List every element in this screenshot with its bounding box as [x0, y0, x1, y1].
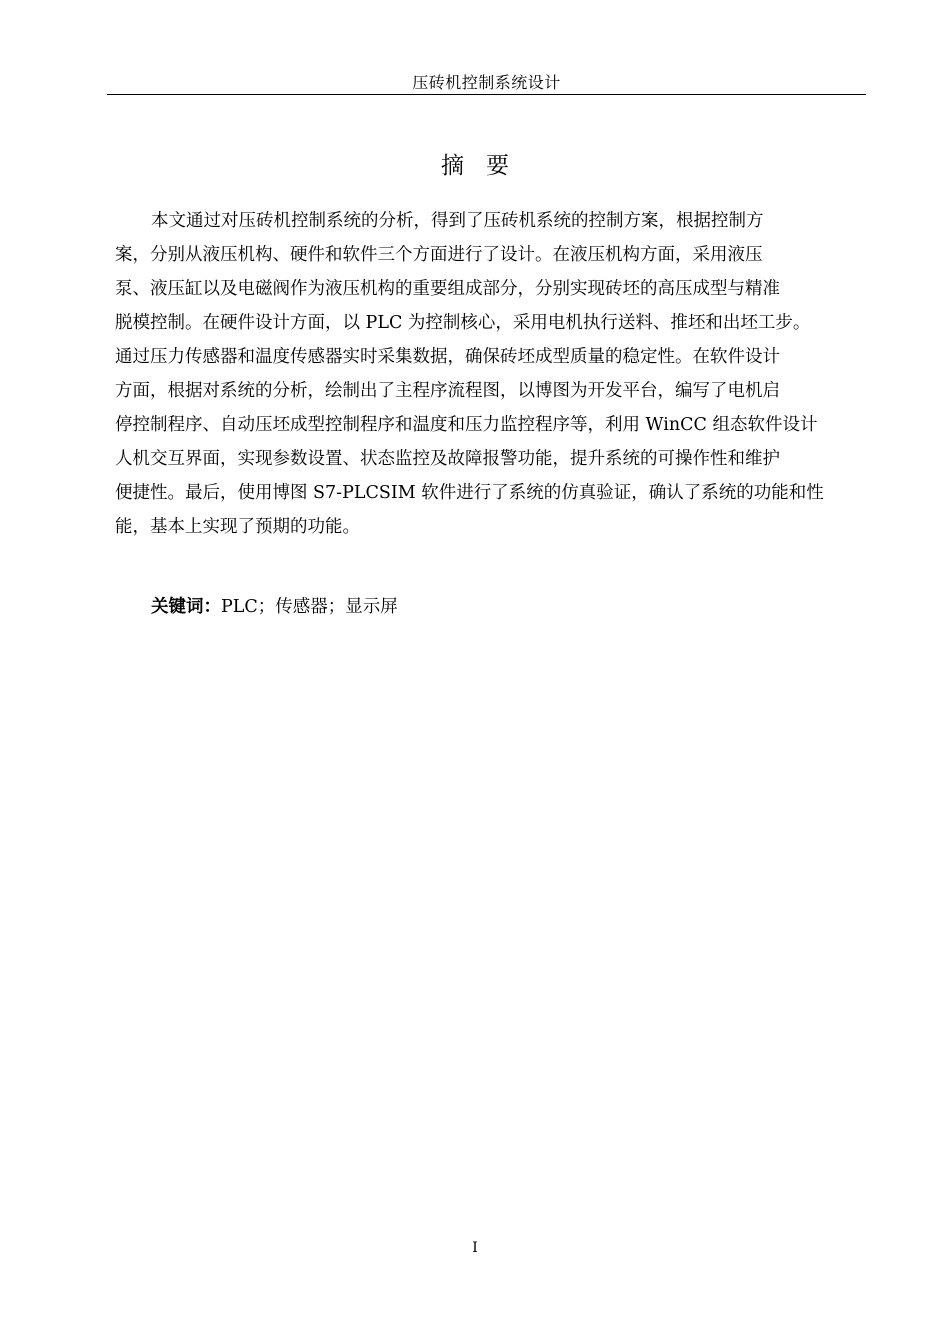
keywords	[151, 590, 398, 624]
keywords-label: 关键词：	[151, 597, 221, 617]
abstract-line: 泵、液压缸以及电磁阀作为液压机构的重要组成部分，分别实现砖坯的高压成型与精准	[115, 279, 780, 299]
abstract-line: 通过压力传感器和温度传感器实时采集数据，确保砖坯成型质量的稳定性。在软件设计	[115, 347, 780, 367]
page-number: I	[472, 1240, 478, 1256]
abstract-line: 便捷性。最后，使用博图 S7-PLCSIM 软件进行了系统的仿真验证，确认了系统的功能和性	[115, 483, 824, 503]
abstract-title	[0, 149, 950, 183]
abstract-line: 能，基本上实现了预期的功能。	[115, 517, 360, 537]
abstract-line: 脱模控制。在硬件设计方面，以 PLC 为控制核心，采用电机执行送料、推坯和出坯工步。	[115, 313, 811, 333]
abstract-line: 本文通过对压砖机控制系统的分析，得到了压砖机系统的控制方案，根据控制方	[151, 211, 764, 231]
header-rule	[107, 94, 866, 95]
abstract-body	[115, 204, 860, 544]
abstract-line: 案，分别从液压机构、硬件和软件三个方面进行了设计。在液压机构方面，采用液压	[115, 245, 763, 265]
abstract-title-part2: 要	[486, 153, 509, 179]
running-header: 压砖机控制系统设计	[412, 73, 561, 92]
abstract-line: 人机交互界面，实现参数设置、状态监控及故障报警功能，提升系统的可操作性和维护	[115, 449, 780, 469]
keywords-value: PLC；传感器；显示屏	[221, 597, 398, 617]
abstract-line: 方面，根据对系统的分析，绘制出了主程序流程图，以博图为开发平台，编写了电机启	[115, 381, 780, 401]
abstract-title-part1: 摘	[441, 153, 464, 179]
abstract-line: 停控制程序、自动压坯成型控制程序和温度和压力监控程序等，利用 WinCC 组态软件设计	[115, 415, 818, 435]
